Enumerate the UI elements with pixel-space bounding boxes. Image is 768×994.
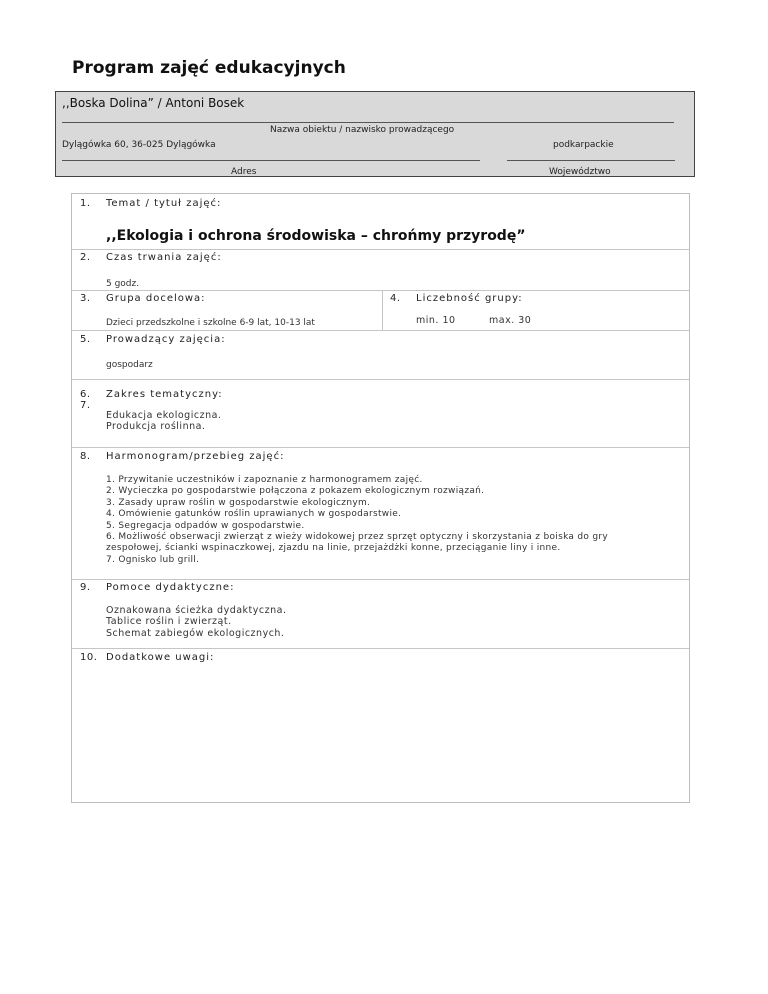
list-item: Oznakowana ścieżka dydaktyczna. <box>106 605 287 616</box>
column-divider <box>382 290 383 330</box>
section-number: 1. <box>80 198 91 209</box>
voivodeship-caption: Województwo <box>549 167 611 177</box>
schedule-label: Harmonogram/przebieg zajęć: <box>106 451 285 462</box>
group-size-max: max. 30 <box>489 315 532 326</box>
target-group-value: Dzieci przedszkolne i szkolne 6-9 lat, 10-13 lat <box>106 318 315 328</box>
row-divider <box>72 290 689 291</box>
row-divider <box>72 579 689 580</box>
additional-notes-label: Dodatkowe uwagi: <box>106 652 215 663</box>
teaching-aids-list <box>106 605 286 639</box>
instructor-value: gospodarz <box>106 360 153 370</box>
organizer-underline <box>62 122 674 123</box>
section-number: 5. <box>80 334 91 345</box>
topic-value: ,,Ekologia i ochrona środowiska – chrońmy przyrodę” <box>106 228 526 244</box>
address-caption: Adres <box>231 167 257 177</box>
duration-value: 5 godz. <box>106 279 140 289</box>
schedule-list <box>106 475 608 566</box>
list-item: 2. Wycieczka po gospodarstwie połączona z pokazem ekologicznym rozwiązań. <box>106 486 485 497</box>
section-number: 4. <box>390 293 401 304</box>
instructor-label: Prowadzący zajęcia: <box>106 334 226 345</box>
voivodeship-value: podkarpackie <box>553 140 614 150</box>
group-size-min: min. 10 <box>416 315 456 326</box>
list-item: zespołowej, ścianki wspinaczkowej, zjazdu na linie, przejażdżki konne, przeciąganie liny i inne. <box>106 543 561 554</box>
address-underline <box>62 160 480 161</box>
address-value: Dylągówka 60, 36-025 Dylągówka <box>62 140 216 150</box>
row-divider <box>72 330 689 331</box>
list-item: 3. Zasady upraw roślin w gospodarstwie ekologicznym. <box>106 497 371 508</box>
organizer-header <box>55 91 695 177</box>
page-title: Program zajęć edukacyjnych <box>72 58 346 78</box>
program-form <box>71 193 690 803</box>
list-item: Edukacja ekologiczna. <box>106 410 222 421</box>
list-item: 4. Omówienie gatunków roślin uprawianych w gospodarstwie. <box>106 509 402 520</box>
list-item: 7. Ognisko lub grill. <box>106 554 200 565</box>
row-divider <box>72 379 689 380</box>
list-item: 5. Segregacja odpadów w gospodarstwie. <box>106 520 305 531</box>
voivodeship-underline <box>507 160 675 161</box>
row-divider <box>72 447 689 448</box>
section-number: 10. <box>80 652 98 663</box>
section-number: 2. <box>80 252 91 263</box>
target-group-label: Grupa docelowa: <box>106 293 206 304</box>
thematic-scope-label: Zakres tematyczny: <box>106 389 223 400</box>
section-number: 3. <box>80 293 91 304</box>
thematic-scope-list <box>106 410 221 433</box>
list-item: 6. Możliwość obserwacji zwierząt z wieży widokowej przez sprzęt optyczny i skorzystania z boiska do gry <box>106 532 609 543</box>
list-item: Produkcja roślinna. <box>106 421 206 433</box>
row-divider <box>72 648 689 649</box>
topic-label: Temat / tytuł zajęć: <box>106 198 222 209</box>
section-number: 8. <box>80 451 91 462</box>
organizer-name: ,,Boska Dolina” / Antoni Bosek <box>62 96 245 110</box>
duration-label: Czas trwania zajęć: <box>106 252 222 263</box>
section-number: 6. 7. <box>80 389 91 411</box>
list-item: Schemat zabiegów ekologicznych. <box>106 627 285 639</box>
group-size-label: Liczebność grupy: <box>416 293 523 304</box>
list-item: Tablice roślin i zwierząt. <box>106 616 232 628</box>
row-divider <box>72 249 689 250</box>
list-item: 1. Przywitanie uczestników i zapoznanie z harmonogramem zajęć. <box>106 475 423 485</box>
section-number: 9. <box>80 582 91 593</box>
organizer-caption: Nazwa obiektu / nazwisko prowadzącego <box>270 125 455 135</box>
teaching-aids-label: Pomoce dydaktyczne: <box>106 582 235 593</box>
